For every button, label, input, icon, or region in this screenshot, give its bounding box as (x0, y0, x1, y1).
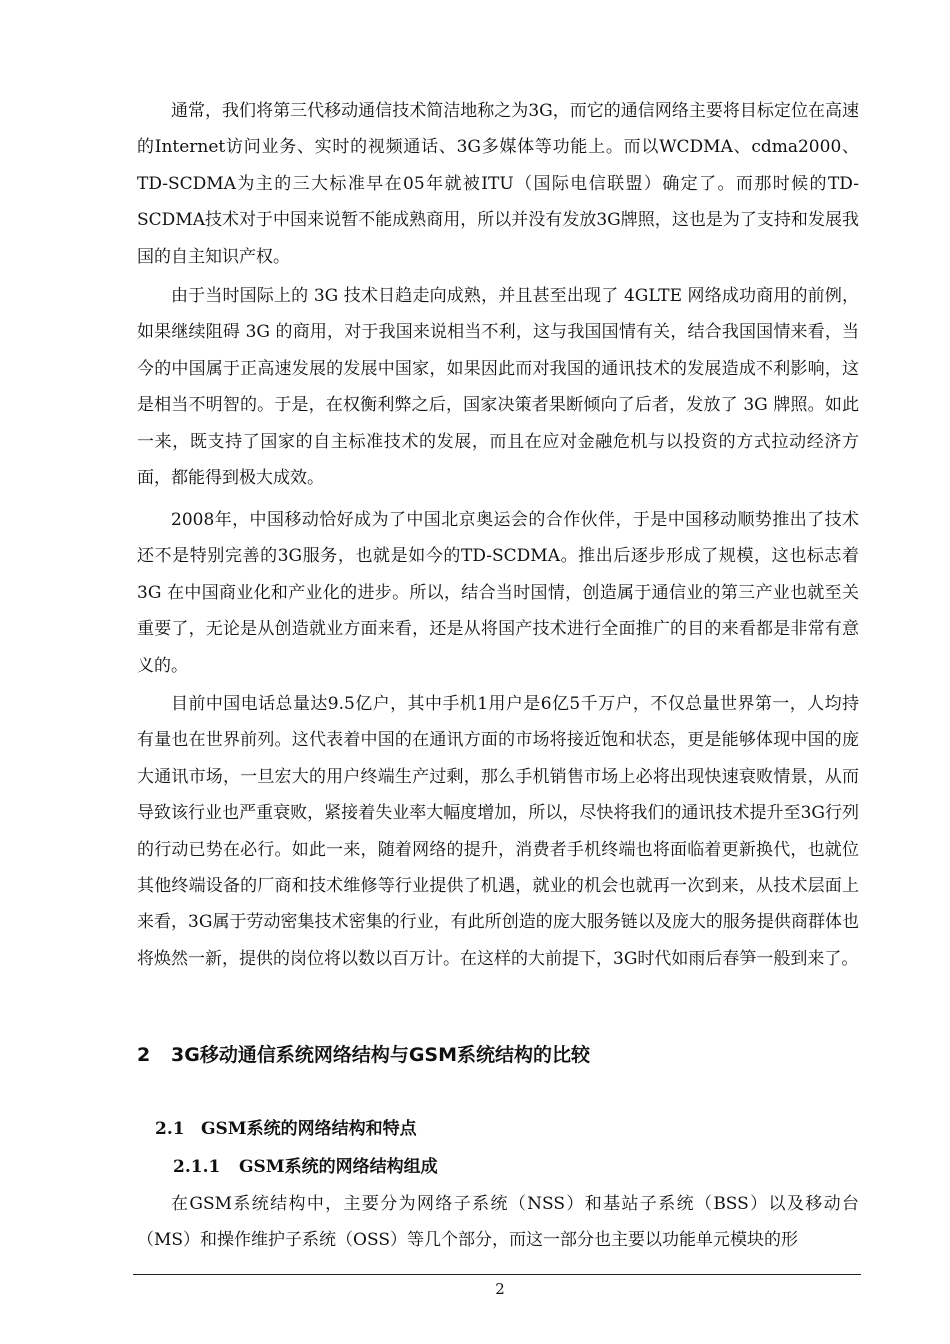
section-number: 2 (137, 1044, 151, 1066)
body-paragraph: 通常，我们将第三代移动通信技术简洁地称之为3G，而它的通信网络主要将目标定位在高速的Internet访问业务、实时的视频通话、3G多媒体等功能上。而以WCDMA、cdma2000、TD-SCDMA为主的三大标准早在05年就被ITU（国际电信联盟）确定了。而那时候的TD-SCDMA技术对于中国来说暂不能成熟商用，所以并没有发放3G牌照，这也是为了支持和发展我国的自主知识产权。 (137, 101, 859, 267)
subsection-number: 2.1 (155, 1119, 185, 1139)
body-paragraph: 2008年，中国移动恰好成为了中国北京奥运会的合作伙伴，于是中国移动顺势推出了技术还不是特别完善的3G服务，也就是如今的TD-SCDMA。推出后逐步形成了规模，这也标志着 3G 在中国商业化和产业化的进步。所以，结合当时国情，创造属于通信业的第三产业也就至关重要了，无论是从创造就业方面来看，还是从将国产技术进行全面推广的目的来看都是非常有意义的。 (137, 510, 859, 676)
subsection-title: GSM系统的网络结构和特点 (201, 1119, 417, 1139)
body-paragraph: 在GSM系统结构中，主要分为网络子系统（NSS）和基站子系统（BSS）以及移动台（MS）和操作维护子系统（OSS）等几个部分，而这一部分也主要以功能单元模块的形 (137, 1194, 859, 1251)
body-paragraph: 目前中国电话总量达9.5亿户，其中手机1用户是6亿5千万户，不仅总量世界第一，人均持有量也在世界前列。这代表着中国的在通讯方面的市场将接近饱和状态，更是能够体现中国的庞大通讯市场，一旦宏大的用户终端生产过剩，那么手机销售市场上必将出现快速衰败情景，从而导致该行业也严重衰败，紧接着失业率大幅度增加，所以，尽快将我们的通讯技术提升至3G行列的行动已势在必行。如此一来，随着网络的提升，消费者手机终端也将面临着更新换代，也就位其他终端设备的厂商和技术维修等行业提供了机遇，就业的机会也就再一次到来，从技术层面上来看，3G属于劳动密集技术密集的行业，有此所创造的庞大服务链以及庞大的服务提供商群体也将焕然一新，提供的岗位将以数以百万计。在这样的大前提下，3G时代如雨后春笋一般到来了。 (137, 694, 859, 969)
footer-divider (133, 1274, 861, 1275)
body-paragraph: 由于当时国际上的 3G 技术日趋走向成熟，并且甚至出现了 4GLTE 网络成功商用的前例，如果继续阻碍 3G 的商用，对于我国来说相当不利，这与我国国情有关，结合我国国情来看，当今的中国属于正高速发展的发展中国家，如果因此而对我国的通讯技术的发展造成不利影响，这是相当不明智的。于是，在权衡利弊之后，国家决策者果断倾向了后者，发放了 3G 牌照。如此一来，既支持了国家的自主标准技术的发展，而且在应对金融危机与以投资的方式拉动经济方面，都能得到极大成效。 (137, 286, 859, 489)
subsubsection-title: GSM系统的网络结构组成 (239, 1157, 438, 1177)
page-number: 2 (495, 1280, 505, 1298)
subsection-heading (155, 1114, 417, 1144)
subsubsection-number: 2.1.1 (173, 1157, 221, 1177)
section-heading (137, 1040, 590, 1070)
section-title: 3G移动通信系统网络结构与GSM系统结构的比较 (171, 1044, 591, 1066)
subsubsection-heading (173, 1152, 438, 1182)
